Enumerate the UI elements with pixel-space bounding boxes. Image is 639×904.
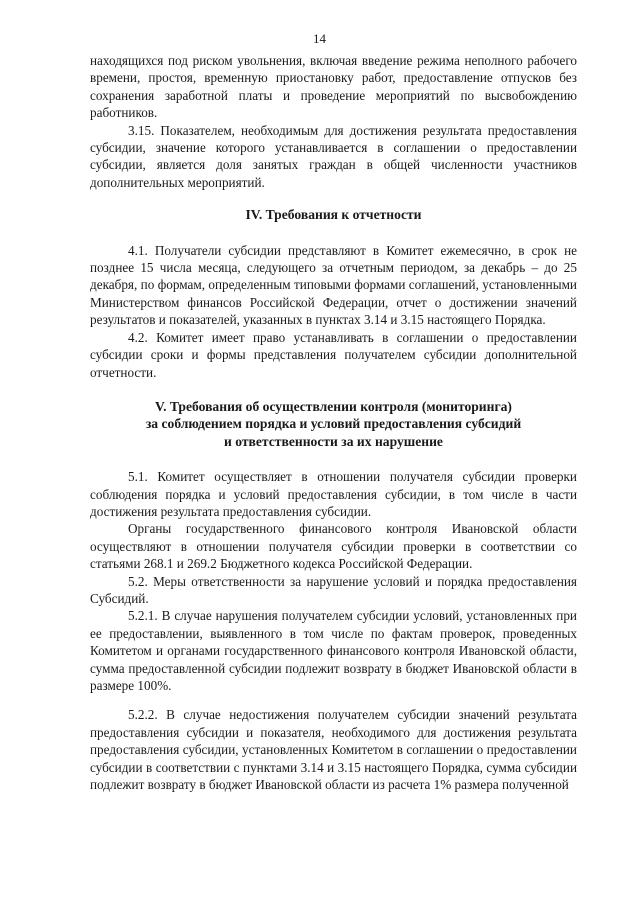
section-heading-iv	[90, 206, 577, 223]
document-body	[90, 52, 577, 793]
paragraph-4-2: 4.2. Комитет имеет право устанавливать в соглашении о предоставлении субсидии сроки и формы представления получателем субсидии дополнительной отчетности.	[90, 329, 577, 380]
page-number: 14	[313, 31, 326, 46]
section-heading-v-line-1: V. Требования об осуществлении контроля (мониторинга)	[155, 398, 512, 414]
section-heading-iv-text: IV. Требования к отчетности	[245, 207, 422, 223]
paragraph-5-2-2: 5.2.2. В случае недостижения получателем субсидии значений результата предоставления субсидии и показателя, необходимого для достижения результата предоставления субсидии, установленных Комитетом в соглашении о предоставлении субсидии в соответствии с пунктами 3.14 и 3.15 настоящего Порядка, сумма субсидии подлежит возврату в бюджет Ивановской области из расчета 1% размера полученной	[90, 707, 577, 793]
paragraph-5-1: 5.1. Комитет осуществляет в отношении получателя субсидии проверки соблюдения порядка и условий предоставления субсидии, в том числе в части достижения результата предоставления субсидии.	[90, 469, 577, 519]
paragraph-5-2: 5.2. Меры ответственности за нарушение условий и порядка предоставления Субсидий.	[90, 573, 577, 606]
paragraph-continuation: находящихся под риском увольнения, включая введение режима неполного рабочего времени, простоя, временную приостановку работ, предоставление отпусков без сохранения заработной платы и проведение мероприятий по высвобождению работников.	[90, 53, 577, 121]
paragraph-4-1: 4.1. Получатели субсидии представляют в Комитет ежемесячно, в срок не позднее 15 числа месяца, следующего за отчетным периодом, за декабрь – до 25 декабря, по формам, определенным типовыми формами соглашений, установленными Министерством финансов Российской Федерации, отчет о достижении значений результатов и показателей, указанных в пунктах 3.14 и 3.15 настоящего Порядка.	[90, 242, 577, 328]
section-heading-v	[90, 398, 577, 450]
paragraph-5-2-1: 5.2.1. В случае нарушения получателем субсидии условий, установленных при ее предоставлении, выявленного в том числе по фактам проверок, проведенных Комитетом и органами государственного финансового контроля Ивановской области, сумма предоставленной субсидии подлежит возврату в бюджет Ивановской области в размере 100%.	[90, 608, 577, 693]
section-heading-v-line-2: за соблюдением порядка и условий предоставления субсидий	[145, 416, 522, 432]
section-heading-v-line-3: и ответственности за их нарушение	[224, 433, 443, 449]
paragraph-3-15: 3.15. Показателем, необходимым для достижения результата предоставления субсидии, значение которого устанавливается в соглашении о предоставлении субсидии, является доля занятых граждан в общей численности участников дополнительных мероприятий.	[90, 122, 577, 190]
paragraph-control-organs: Органы государственного финансового контроля Ивановской области осуществляют в отношении получателя субсидии проверки в соответствии со статьями 268.1 и 269.2 Бюджетного кодекса Российской Федерации.	[90, 521, 577, 572]
